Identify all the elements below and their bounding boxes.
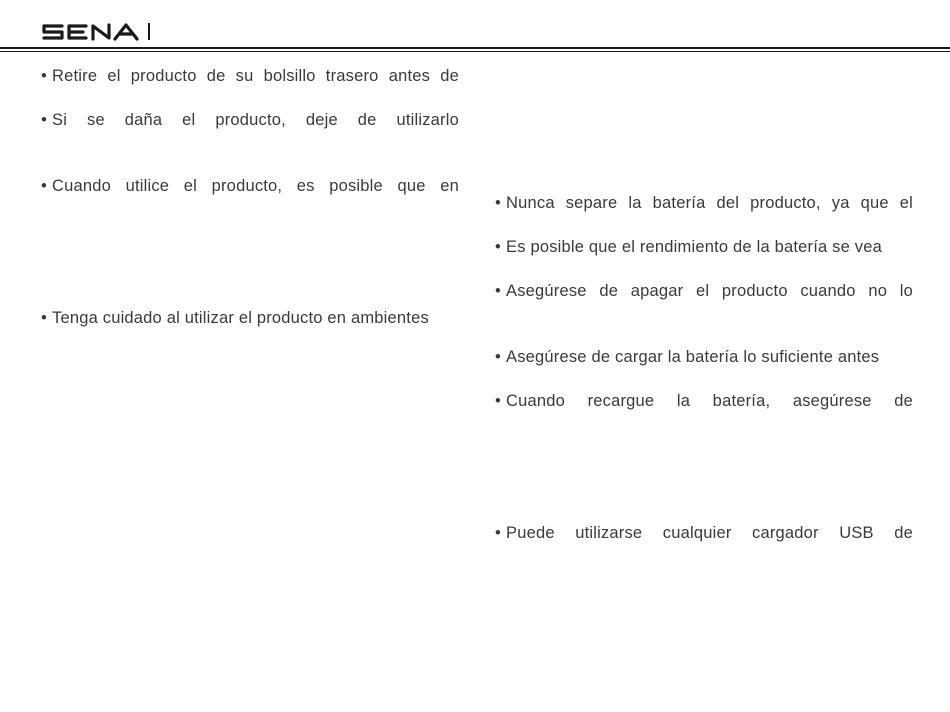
page-header (0, 0, 950, 52)
bullet-item (41, 308, 461, 328)
bullet-item (495, 237, 915, 257)
bullet-dot: • (41, 111, 47, 129)
bullet-dot: • (41, 309, 47, 327)
bullet-text: Cuando utilice el producto, es posible que en (52, 177, 459, 195)
logo-divider (148, 23, 150, 40)
bullet-text: Asegúrese de cargar la batería lo suficiente antes (506, 348, 880, 366)
bullet-dot: • (495, 282, 501, 300)
header-rule-thick (0, 47, 950, 49)
bullet-text: Tenga cuidado al utilizar el producto en ambientes (52, 309, 429, 327)
sena-logo (42, 20, 140, 44)
bullet-text: Asegúrese de apagar el producto cuando no lo (506, 282, 913, 300)
bullet-item (495, 523, 915, 543)
bullet-dot: • (495, 238, 501, 256)
bullet-dot: • (41, 177, 47, 195)
bullet-dot: • (495, 194, 501, 212)
bullet-dot: • (41, 67, 47, 85)
bullet-text: Puede utilizarse cualquier cargador USB de (506, 524, 913, 542)
bullet-item (495, 193, 915, 213)
bullet-dot: • (495, 348, 501, 366)
bullet-text: Si se daña el producto, deje de utilizarlo (52, 111, 459, 129)
bullet-text: Cuando recargue la batería, asegúrese de (506, 392, 913, 410)
bullet-text: Es posible que el rendimiento de la batería se vea (506, 238, 882, 256)
bullet-text: Nunca separe la batería del producto, ya que el (506, 194, 913, 212)
bullet-item (495, 347, 915, 367)
bullet-item (41, 110, 461, 130)
header-rule-thin (0, 51, 950, 52)
bullet-dot: • (495, 524, 501, 542)
bullet-dot: • (495, 392, 501, 410)
bullet-item (41, 66, 461, 86)
bullet-item (41, 176, 461, 196)
bullet-item (495, 281, 915, 301)
bullet-item (495, 391, 915, 411)
bullet-text: Retire el producto de su bolsillo trasero antes de (52, 67, 459, 85)
